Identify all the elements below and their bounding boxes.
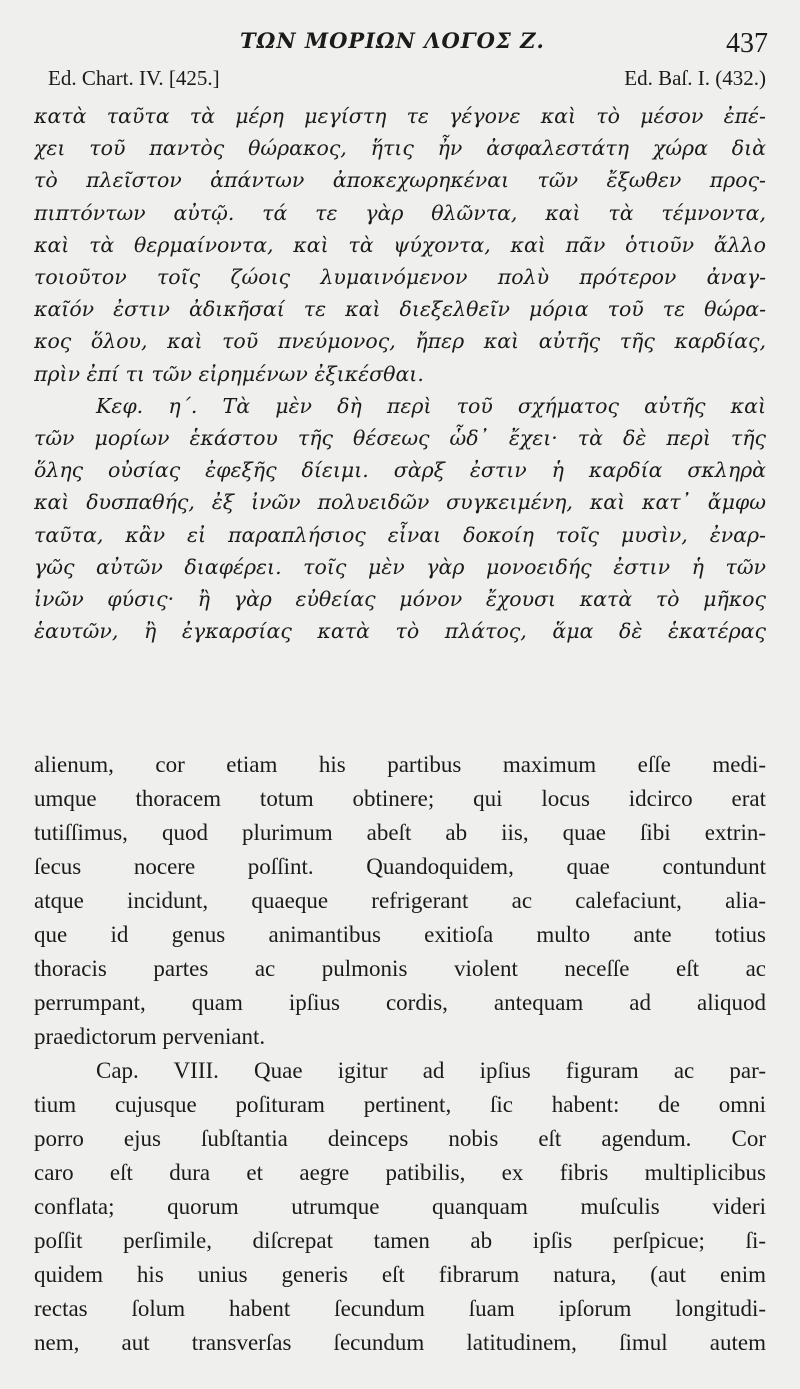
greek-line: ὅλης οὐσίας ἐφεξῆς δίειμι. σὰρξ ἐστιν ἡ καρδία σκληρὰ [34, 458, 766, 483]
greek-line: τὸ πλεῖστον ἁπάντων ἀποκεχωρηκέναι τῶν ἔξωθεν προς- [34, 168, 766, 193]
greek-line: τοιοῦτον τοῖς ζώοις λυμαινόμενον πολὺ πρότερον ἀναγ- [34, 265, 766, 290]
latin-text [34, 748, 766, 1360]
latin-line: alienum, cor etiam his partibus maximum eſſe medi- [34, 752, 766, 777]
greek-line: ταῦτα, κἂν εἰ παραπλήσιος εἶναι δοκοίη τοῖς μυσὶν, ἐναρ- [34, 522, 766, 547]
greek-text [34, 100, 766, 647]
latin-line: thoracis partes ac pulmonis violent neceſſe eſt ac [34, 956, 766, 981]
greek-line: χει τοῦ παντὸς θώρακος, ἥτις ἦν ἀσφαλεστάτη χώρα διὰ [34, 136, 766, 161]
greek-line: καῖόν ἐστιν ἀδικῆσαί τε καὶ διεξελθεῖν μόρια τοῦ τε θώρα- [34, 297, 766, 322]
latin-chapter-heading-line: Cap. VIII. Quae igitur ad ipſius figuram ac par- [96, 1058, 766, 1083]
greek-line: κος ὅλου, καὶ τοῦ πνεύμονος, ἤπερ καὶ αὐτῆς τῆς καρδίας, [34, 329, 766, 354]
greek-line: ἰνῶν φύσις· ἢ γὰρ εὐθείας μόνον ἔχουσι κατὰ τὸ μῆκος [34, 587, 766, 612]
greek-line: ἑαυτῶν, ἢ ἐγκαρσίας κατὰ τὸ πλάτος, ἅμα δὲ ἑκατέρας [34, 619, 766, 644]
edition-chartier: Ed. Chart. IV. [425.] [48, 66, 220, 90]
latin-line: caro eſt dura et aegre patibilis, ex fibris multiplicibus [34, 1160, 766, 1185]
running-title: ΤΩΝ ΜΟΡΙΩΝ ΛΟΓΟΣ Ζ. [240, 28, 545, 53]
latin-line: rectas ſolum habent ſecundum ſuam ipſorum longitudi- [34, 1296, 766, 1321]
latin-line: umque thoracem totum obtinere; qui locus idcirco erat [34, 786, 766, 811]
latin-line: porro ejus ſubſtantia deinceps nobis eſt agendum. Cor [34, 1126, 766, 1151]
edition-basel: Ed. Baſ. I. (432.) [624, 66, 766, 90]
latin-line: nem, aut transverſas ſecundum latitudinem, ſimul autem [34, 1330, 766, 1355]
latin-line: que id genus animantibus exitioſa multo ante totius [34, 922, 766, 947]
greek-line: τῶν μορίων ἑκάστου τῆς θέσεως ὧδ᾽ ἔχει· τὰ δὲ περὶ τῆς [34, 426, 766, 451]
latin-line: poſſit perſimile, diſcrepat tamen ab ipſis perſpicue; ſi- [34, 1228, 766, 1253]
page-number: 437 [726, 28, 768, 59]
edition-references [0, 66, 800, 94]
latin-line: conflata; quorum utrumque quanquam muſculis videri [34, 1194, 766, 1219]
greek-line: κατὰ ταῦτα τὰ μέρη μεγίστη τε γέγονε καὶ τὸ μέσον ἐπέ- [34, 104, 766, 128]
latin-line: tutiſſimus, quod plurimum abeſt ab iis, quae ſibi extrin- [34, 820, 766, 845]
latin-line: tium cujusque poſituram pertinent, ſic habent: de omni [34, 1092, 766, 1117]
latin-line: atque incidunt, quaeque refrigerant ac calefaciunt, alia- [34, 888, 766, 913]
greek-line: γῶς αὐτῶν διαφέρει. τοῖς μὲν γὰρ μονοειδής ἐστιν ἡ τῶν [34, 554, 766, 579]
running-head [0, 28, 800, 62]
greek-line: καὶ τὰ θερμαίνοντα, καὶ τὰ ψύχοντα, καὶ πᾶν ὁτιοῦν ἄλλο [34, 232, 766, 257]
latin-line: ſecus nocere poſſint. Quandoquidem, quae contundunt [34, 854, 766, 879]
greek-line: πρὶν ἐπί τι τῶν εἰρημένων ἐξικέσθαι. [34, 361, 424, 386]
greek-line: καὶ δυσπαθής, ἐξ ἰνῶν πολυειδῶν συγκειμένη, καὶ κατ᾽ ἄμφω [34, 490, 766, 515]
greek-chapter-heading-line: Κεφ. η΄. Τὰ μὲν δὴ περὶ τοῦ σχήματος αὐτῆς καὶ [96, 393, 766, 418]
latin-line: praedictorum perveniant. [34, 1024, 266, 1049]
latin-line: quidem his unius generis eſt fibrarum natura, (aut enim [34, 1262, 766, 1287]
greek-line: πιπτόντων αὐτῷ. τά τε γὰρ θλῶντα, καὶ τὰ τέμνοντα, [34, 200, 766, 225]
latin-line: perrumpant, quam ipſius cordis, antequam ad aliquod [34, 990, 766, 1015]
